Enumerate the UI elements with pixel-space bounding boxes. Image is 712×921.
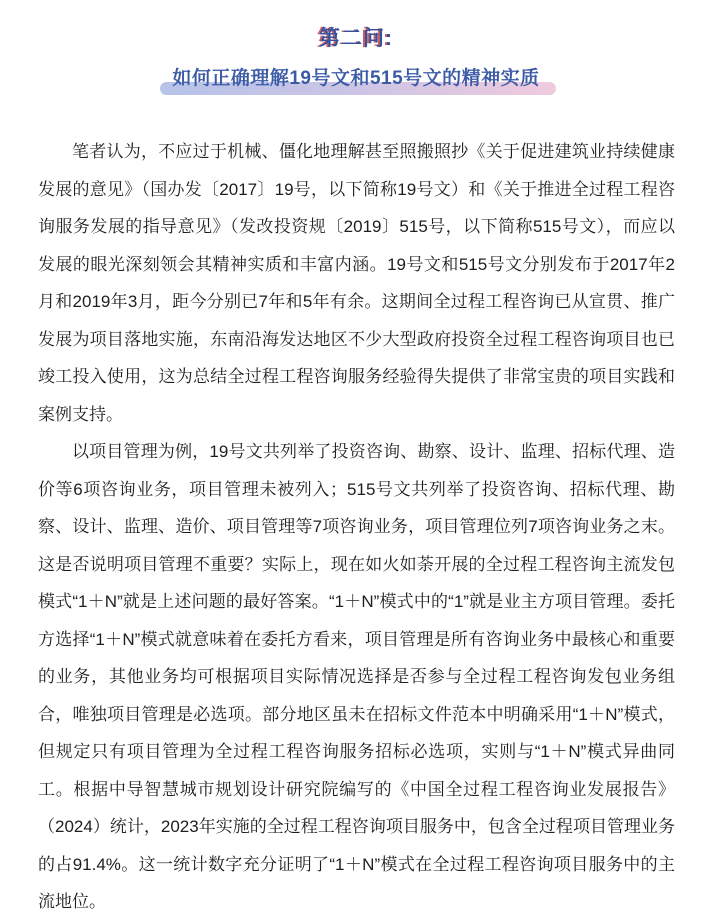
paragraph-2: 以项目管理为例，19号文共列举了投资咨询、勘察、设计、监理、招标代理、造价等6项咨询业务，项目管理未被列入；515号文共列举了投资咨询、招标代理、勘察、设计、监理、造价、项目管理等7项咨询业务，项目管理位列7项咨询业务之末。这是否说明项目管理不重要？实际上，现在如火如荼开展的全过程工程咨询主流发包模式“1＋N”就是上述问题的最好答案。“1＋N”模式中的“1”就是业主方项目管理。委托方选择“1＋N”模式就意味着在委托方看来，项目管理是所有咨询业务中最核心和重要的业务，其他业务均可根据项目实际情况选择是否参与全过程工程咨询发包业务组合，唯独项目管理是必选项。部分地区虽未在招标文件范本中明确采用“1＋N”模式，但规定只有项目管理为全过程工程咨询服务招标必选项，实则与“1＋N”模式异曲同工。根据中导智慧城市规划设计研究院编写的《中国全过程工程咨询业发展报告》（2024）统计，2023年实施的全过程工程咨询项目服务中，包含全过程项目管理业务的占91.4%。这一统计数字充分证明了“1＋N”模式在全过程工程咨询项目服务中的主流地位。 — [38, 442, 675, 912]
article-subtitle-row — [0, 66, 712, 96]
article-body — [38, 133, 675, 921]
article-subtitle-container — [172, 66, 539, 93]
paragraph-1: 笔者认为，不应过于机械、僵化地理解甚至照搬照抄《关于促进建筑业持续健康发展的意见》（国办发〔2017〕19号，以下简称19号文）和《关于推进全过程工程咨询服务发展的指导意见》（发改投资规〔2019〕515号，以下简称515号文），而应以发展的眼光深刻领会其精神实质和丰富内涵。19号文和515号文分别发布于2017年2月和2019年3月，距今分别已7年和5年有余。这期间全过程工程咨询已从宣贯、推广发展为项目落地实施，东南沿海发达地区不少大型政府投资全过程工程咨询项目也已竣工投入使用，这为总结全过程工程咨询服务经验得失提供了非常宝贵的项目实践和案例支持。 — [38, 142, 675, 424]
article-subtitle: 如何正确理解19号文和515号文的精神实质 — [172, 68, 540, 90]
article-title: 第二问: — [319, 27, 393, 51]
